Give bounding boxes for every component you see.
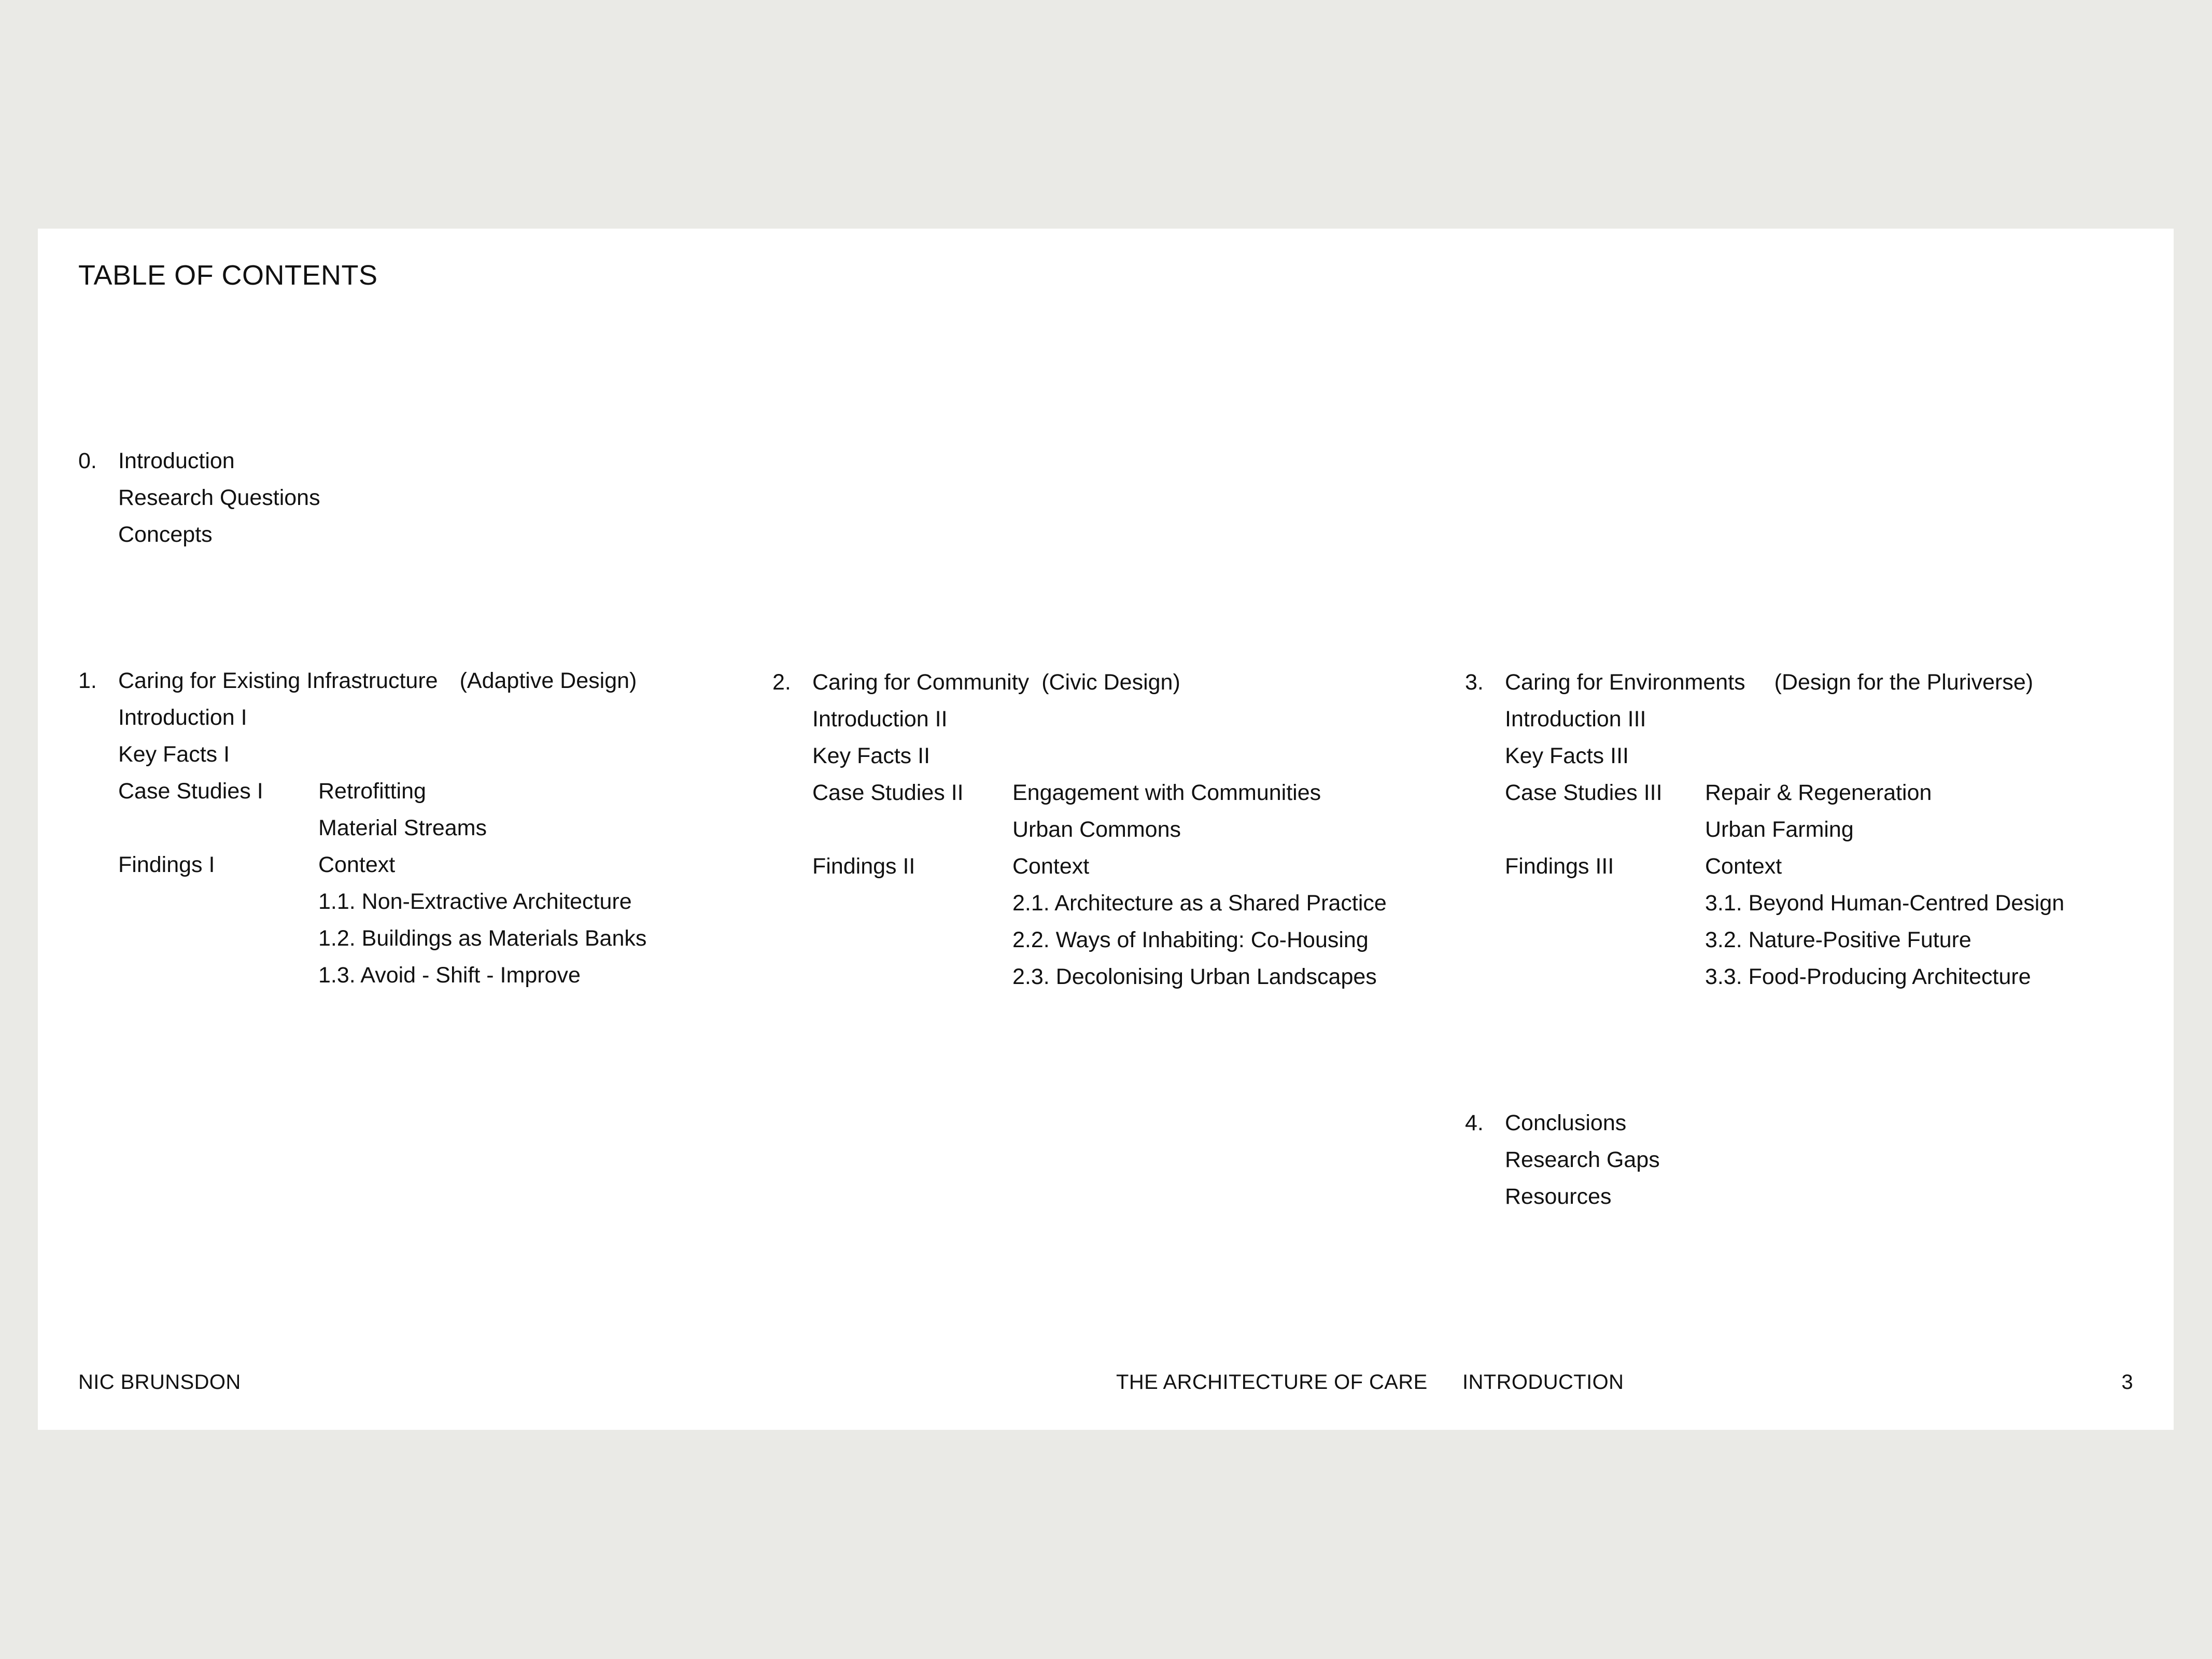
row-label: Case Studies I	[118, 779, 263, 804]
section-1	[78, 663, 752, 1000]
row-label: Introduction I	[118, 705, 247, 730]
item-label: Research Gaps	[1505, 1147, 1660, 1172]
row-value: Context	[318, 852, 396, 877]
row-value: Repair & Regeneration	[1705, 780, 1932, 805]
footer-author: NIC BRUNSDON	[78, 1371, 241, 1394]
section-heading	[812, 664, 1180, 701]
section-number: 0.	[78, 448, 97, 473]
row-value: Context	[1012, 854, 1090, 879]
section-subtitle: (Adaptive Design)	[459, 668, 637, 693]
document-page	[38, 229, 2174, 1430]
row-label: Introduction II	[812, 707, 948, 732]
row-value: 3.2. Nature-Positive Future	[1705, 927, 1971, 952]
section-heading-text: Introduction	[118, 448, 235, 473]
row-label: Key Facts II	[812, 743, 931, 768]
section-heading-text: Caring for Existing Infrastructure	[118, 668, 438, 693]
row-value: Retrofitting	[318, 779, 426, 804]
row-label: Key Facts I	[118, 742, 230, 767]
item-label: Research Questions	[118, 485, 320, 510]
section-number: 3.	[1465, 670, 1484, 695]
row-value: Engagement with Communities	[1012, 780, 1321, 805]
section-heading	[118, 443, 235, 480]
footer-page-number: 3	[2121, 1371, 2133, 1394]
section-2	[772, 664, 1446, 1001]
section-number: 4.	[1465, 1110, 1484, 1135]
footer-publication: THE ARCHITECTURE OF CARE	[1116, 1371, 1428, 1394]
section-heading-text: Caring for Community	[812, 670, 1030, 695]
section-4	[1465, 1105, 1932, 1219]
section-0	[78, 443, 493, 557]
row-value: Context	[1705, 854, 1782, 879]
section-number: 1.	[78, 668, 97, 693]
section-3	[1465, 664, 2139, 1001]
row-value: 1.1. Non-Extractive Architecture	[318, 889, 632, 914]
row-label: Key Facts III	[1505, 743, 1629, 768]
row-value: Urban Commons	[1012, 817, 1181, 842]
item-label: Concepts	[118, 522, 213, 547]
item-label: Resources	[1505, 1184, 1612, 1209]
row-label: Findings III	[1505, 854, 1614, 879]
row-label: Case Studies III	[1505, 780, 1662, 805]
section-subtitle: (Design for the Pluriverse)	[1774, 670, 2034, 695]
section-subtitle: (Civic Design)	[1041, 670, 1180, 695]
row-value: Material Streams	[318, 816, 487, 840]
row-value: 2.3. Decolonising Urban Landscapes	[1012, 964, 1377, 989]
row-value: 2.2. Ways of Inhabiting: Co-Housing	[1012, 927, 1369, 952]
row-value: 1.2. Buildings as Materials Banks	[318, 926, 647, 951]
row-label: Case Studies II	[812, 780, 964, 805]
section-heading-text: Caring for Environments	[1505, 670, 1745, 695]
section-heading	[1505, 1105, 1626, 1142]
page-title: TABLE OF CONTENTS	[78, 260, 378, 291]
section-heading-text: Conclusions	[1505, 1110, 1627, 1135]
row-label: Findings II	[812, 854, 915, 879]
row-label: Findings I	[118, 852, 215, 877]
row-value: 3.1. Beyond Human-Centred Design	[1705, 891, 2065, 916]
row-label: Introduction III	[1505, 707, 1646, 732]
row-value: 3.3. Food-Producing Architecture	[1705, 964, 2031, 989]
row-value: Urban Farming	[1705, 817, 1854, 842]
row-value: 2.1. Architecture as a Shared Practice	[1012, 891, 1387, 916]
footer-chapter: INTRODUCTION	[1462, 1371, 1624, 1394]
section-heading	[1505, 664, 2033, 701]
section-number: 2.	[772, 670, 791, 695]
row-value: 1.3. Avoid - Shift - Improve	[318, 963, 581, 988]
section-heading	[118, 663, 637, 699]
